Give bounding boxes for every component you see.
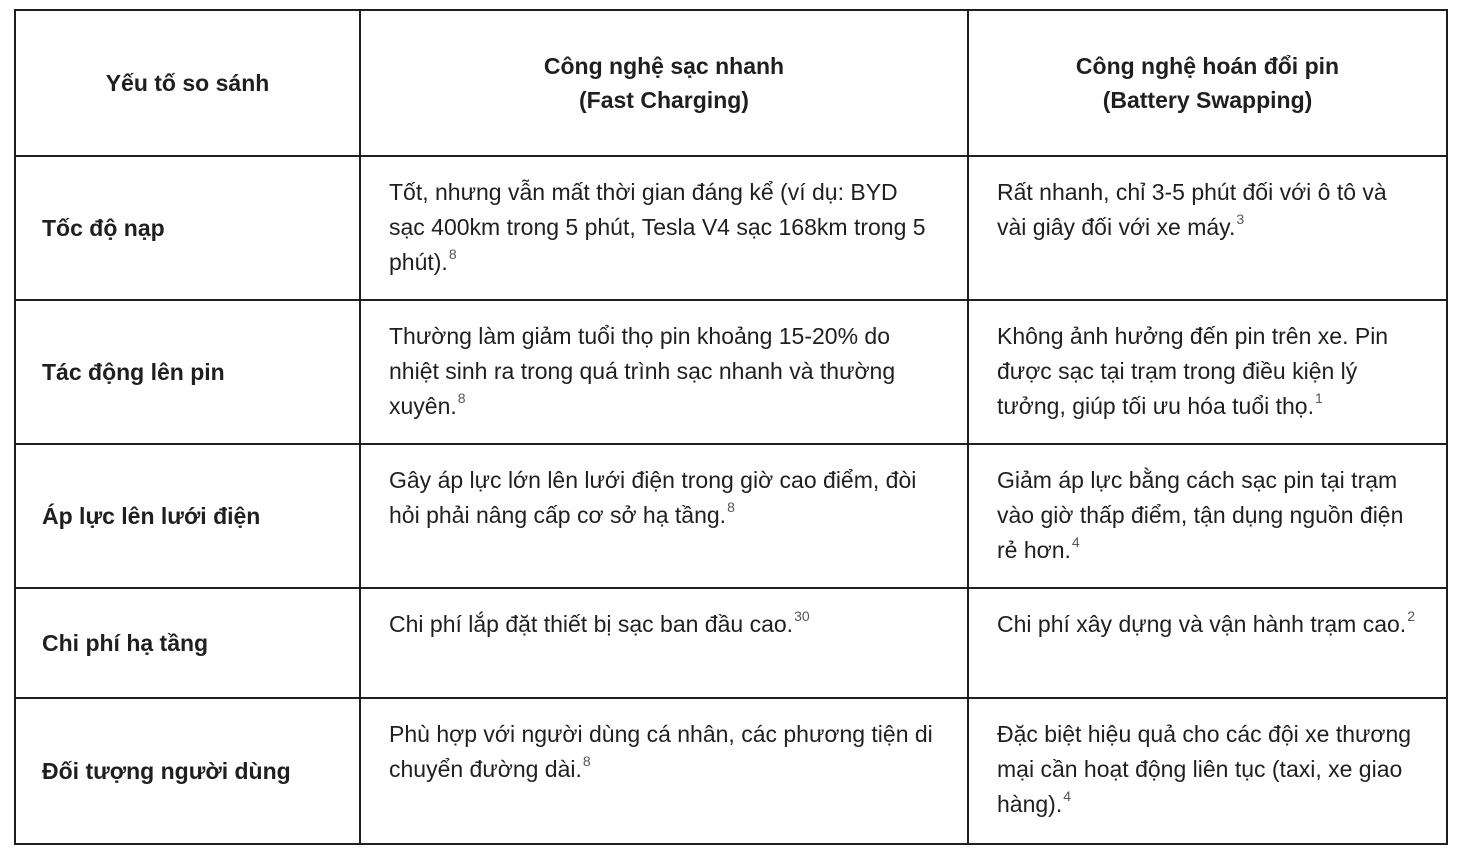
citation-link[interactable]: 8 — [448, 246, 457, 262]
cell-text: Rất nhanh, chỉ 3-5 phút đối với ô tô và vài giây đối với xe máy. — [997, 179, 1387, 240]
cell-text: Đặc biệt hiệu quả cho các đội xe thương mại cần hoạt động liên tục (taxi, xe giao hàng). — [997, 721, 1412, 817]
fast-charging-cell — [360, 300, 968, 444]
table-row — [15, 156, 1447, 300]
fast-charging-cell — [360, 588, 968, 698]
cell-text: Gây áp lực lớn lên lưới điện trong giờ cao điểm, đòi hỏi phải nâng cấp cơ sở hạ tầng. — [389, 467, 917, 528]
header-fast-charging — [360, 10, 968, 156]
cell-text: Không ảnh hưởng đến pin trên xe. Pin được sạc tại trạm trong điều kiện lý tưởng, giúp tối ưu hóa tuổi thọ. — [997, 323, 1389, 419]
fast-charging-cell — [360, 698, 968, 844]
battery-swapping-cell — [968, 588, 1447, 698]
fast-charging-cell — [360, 156, 968, 300]
cell-text: Chi phí xây dựng và vận hành trạm cao. — [997, 611, 1407, 637]
row-factor-label: Chi phí hạ tầng — [42, 629, 209, 656]
row-factor-label: Tác động lên pin — [42, 358, 225, 385]
citation-link[interactable]: 3 — [1236, 211, 1245, 227]
row-factor-label: Đối tượng người dùng — [42, 757, 291, 784]
battery-swapping-cell — [968, 444, 1447, 588]
cell-text: Phù hợp với người dùng cá nhân, các phương tiện di chuyển đường dài. — [389, 721, 933, 782]
table-row — [15, 300, 1447, 444]
header-battery-swapping-title: Công nghệ hoán đổi pin — [1075, 53, 1340, 79]
row-factor-cell — [15, 588, 360, 698]
fast-charging-cell — [360, 444, 968, 588]
row-factor-label: Áp lực lên lưới điện — [42, 502, 261, 529]
battery-swapping-cell — [968, 300, 1447, 444]
comparison-table — [14, 9, 1448, 845]
header-fast-charging-title: Công nghệ sạc nhanh — [543, 53, 785, 79]
table-row — [15, 444, 1447, 588]
citation-link[interactable]: 30 — [794, 608, 810, 624]
header-battery-swapping-subtitle: (Battery Swapping) — [1102, 87, 1313, 113]
row-factor-cell — [15, 300, 360, 444]
header-battery-swapping — [968, 10, 1447, 156]
header-row — [15, 10, 1447, 156]
row-factor-cell — [15, 156, 360, 300]
citation-link[interactable]: 4 — [1063, 788, 1072, 804]
row-factor-cell — [15, 698, 360, 844]
row-factor-label: Tốc độ nạp — [42, 214, 165, 241]
citation-link[interactable]: 1 — [1314, 390, 1323, 406]
cell-text: Chi phí lắp đặt thiết bị sạc ban đầu cao. — [389, 611, 794, 637]
battery-swapping-cell — [968, 156, 1447, 300]
table-row — [15, 698, 1447, 844]
cell-text: Tốt, nhưng vẫn mất thời gian đáng kể (ví dụ: BYD sạc 400km trong 5 phút, Tesla V4 sạc 168km trong 5 phút). — [389, 179, 926, 275]
row-factor-cell — [15, 444, 360, 588]
citation-link[interactable]: 8 — [582, 753, 591, 769]
header-fast-charging-subtitle: (Fast Charging) — [579, 87, 749, 113]
table-row — [15, 588, 1447, 698]
battery-swapping-cell — [968, 698, 1447, 844]
citation-link[interactable]: 4 — [1071, 534, 1080, 550]
cell-text: Giảm áp lực bằng cách sạc pin tại trạm vào giờ thấp điểm, tận dụng nguồn điện rẻ hơn. — [997, 467, 1404, 563]
header-factor-label: Yếu tố so sánh — [105, 70, 270, 96]
citation-link[interactable]: 8 — [457, 390, 466, 406]
cell-text: Thường làm giảm tuổi thọ pin khoảng 15-20% do nhiệt sinh ra trong quá trình sạc nhanh và thường xuyên. — [389, 323, 896, 419]
citation-link[interactable]: 8 — [727, 499, 735, 515]
header-factor — [15, 10, 360, 156]
citation-link[interactable]: 2 — [1407, 608, 1415, 624]
